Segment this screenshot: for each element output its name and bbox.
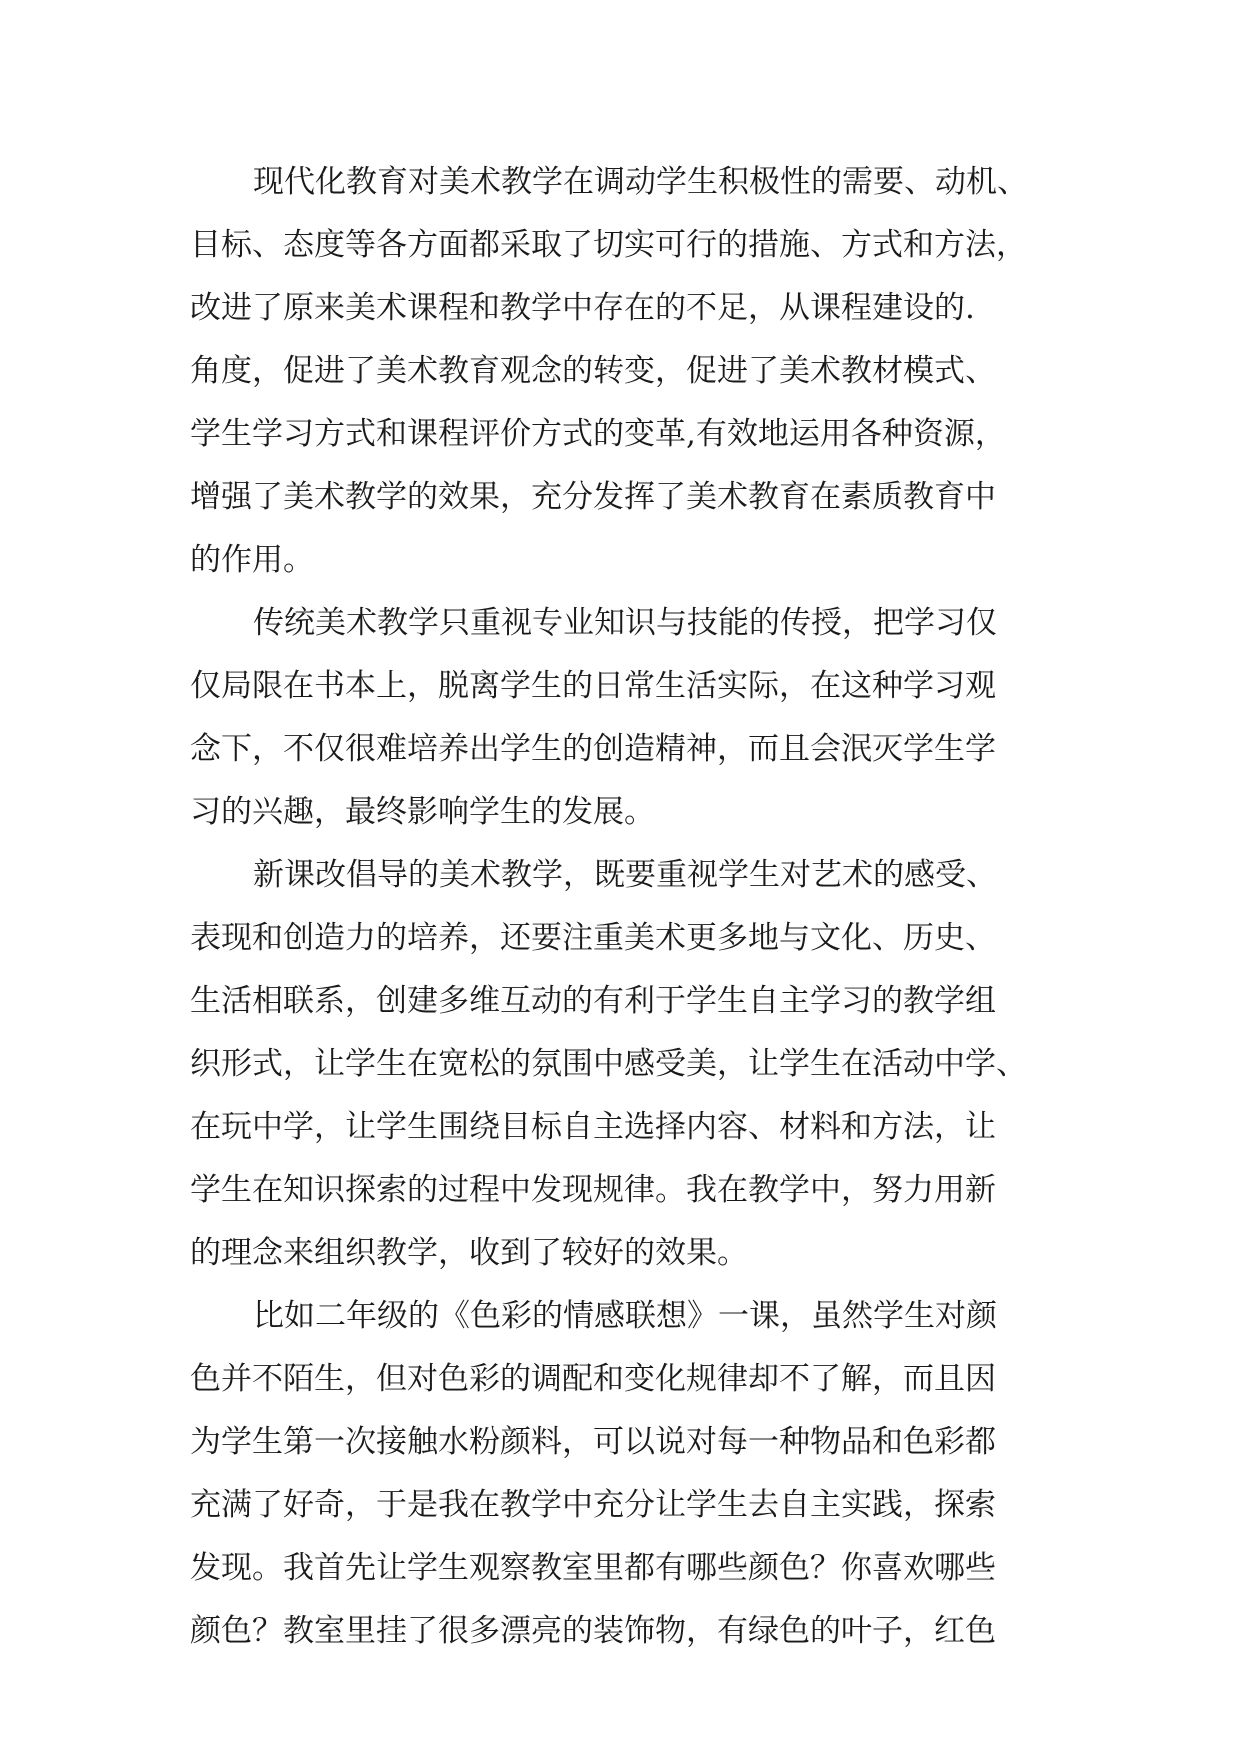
p2-line-1: 传统美术教学只重视专业知识与技能的传授，把学习仅	[253, 605, 997, 641]
p3-line-2: 表现和创造力的培养，还要注重美术更多地与文化、历史、	[190, 920, 996, 956]
p1-line-4: 角度，促进了美术教育观念的转变，促进了美术教材模式、	[190, 353, 996, 389]
p4-line-1: 比如二年级的《色彩的情感联想》一课，虽然学生对颜	[253, 1298, 997, 1334]
p2-line-4: 习的兴趣，最终影响学生的发展。	[190, 794, 655, 830]
p1-line-1: 现代化教育对美术教学在调动学生积极性的需要、动机、	[253, 164, 1028, 200]
p1-line-2: 目标、态度等各方面都采取了切实可行的措施、方式和方法，	[190, 227, 1027, 263]
p2-line-3: 念下，不仅很难培养出学生的创造精神，而且会泯灭学生学	[190, 731, 996, 767]
p1-line-5: 学生学习方式和课程评价方式的变革,有效地运用各种资源，	[190, 416, 1006, 452]
p1-line-7: 的作用。	[190, 542, 314, 578]
p4-line-5: 发现。我首先让学生观察教室里都有哪些颜色？你喜欢哪些	[190, 1550, 996, 1586]
p3-line-1: 新课改倡导的美术教学，既要重视学生对艺术的感受、	[253, 857, 997, 893]
p1-line-6: 增强了美术教学的效果，充分发挥了美术教育在素质教育中	[190, 479, 996, 515]
p4-line-3: 为学生第一次接触水粉颜料，可以说对每一种物品和色彩都	[190, 1424, 996, 1460]
p3-line-3: 生活相联系，创建多维互动的有利于学生自主学习的教学组	[190, 983, 996, 1019]
p1-line-3: 改进了原来美术课程和教学中存在的不足，从课程建设的.	[190, 290, 975, 326]
p4-line-2: 色并不陌生，但对色彩的调配和变化规律却不了解，而且因	[190, 1361, 996, 1397]
p3-line-7: 的理念来组织教学，收到了较好的效果。	[190, 1235, 748, 1271]
p3-line-5: 在玩中学，让学生围绕目标自主选择内容、材料和方法，让	[190, 1109, 996, 1145]
p3-line-4: 织形式，让学生在宽松的氛围中感受美，让学生在活动中学、	[190, 1046, 1027, 1082]
p2-line-2: 仅局限在书本上，脱离学生的日常生活实际，在这种学习观	[190, 668, 996, 704]
p4-line-4: 充满了好奇，于是我在教学中充分让学生去自主实践，探索	[190, 1487, 996, 1523]
p4-line-6: 颜色？教室里挂了很多漂亮的装饰物，有绿色的叶子，红色	[190, 1613, 996, 1649]
p3-line-6: 学生在知识探索的过程中发现规律。我在教学中，努力用新	[190, 1172, 996, 1208]
